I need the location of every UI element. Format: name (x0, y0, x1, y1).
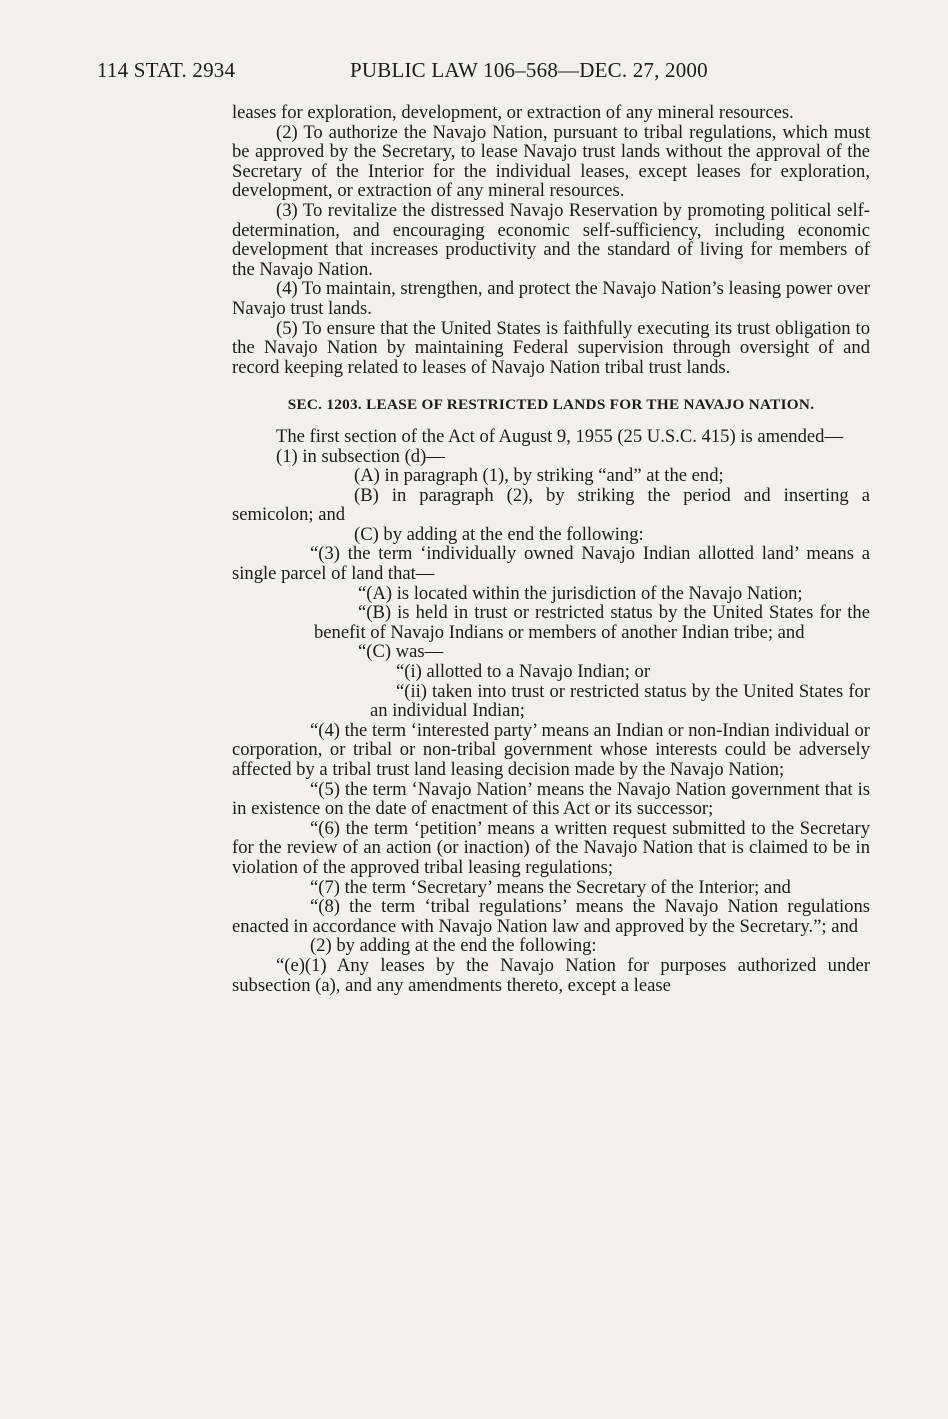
definition-3: “(3) the term ‘individually owned Navajo Indian allotted land’ means a single parcel of land that— (232, 543, 870, 585)
definition-3-c: “(C) was— (358, 641, 444, 663)
amendment-intro: The first section of the Act of August 9, 1955 (25 U.S.C. 415) is amended— (276, 425, 844, 447)
definition-3-c-i: “(i) allotted to a Navajo Indian; or (396, 661, 651, 683)
definition-4: “(4) the term ‘interested party’ means an Indian or non-Indian individual or corporation, or tribal or non-tribal government whose interests could be adversely affected by a tribal trust land leasing decision made by the Navajo Nation; (232, 719, 870, 780)
statute-page-number: 114 STAT. 2934 (97, 58, 236, 82)
paragraph-continued: leases for exploration, development, or extraction of any mineral resources. (232, 102, 794, 123)
definition-5: “(5) the term ‘Navajo Nation’ means the Navajo Nation government that is in existence on the date of enactment of this Act or its successor; (232, 778, 870, 820)
amendment-item-a: (A) in paragraph (1), by striking “and” at the end; (354, 465, 724, 487)
definition-6: “(6) the term ‘petition’ means a written request submitted to the Secretary for the review of an action (or inaction) of the Navajo Nation that is claimed to be in violation of the approved tribal leasing regulations; (232, 817, 870, 878)
public-law-citation: PUBLIC LAW 106–568—DEC. 27, 2000 (350, 58, 708, 82)
subsection-e: “(e)(1) Any leases by the Navajo Nation for purposes authorized under subsection (a), and any amendments thereto, except a lease (232, 954, 870, 996)
definition-3-b: “(B) is held in trust or restricted status by the United States for the benefit of Navajo Indians or members of another Indian tribe; and (314, 602, 870, 643)
amendment-item-1: (1) in subsection (d)— (276, 445, 445, 467)
paragraph-2: (2) To authorize the Navajo Nation, pursuant to tribal regulations, which must be approved by the Secretary, to lease Navajo trust lands without the approval of the Secretary of the Interior for the individual leases, except leases for exploration, development, or extraction of any mineral resources. (232, 121, 870, 202)
definition-7: “(7) the term ‘Secretary’ means the Secretary of the Interior; and (310, 876, 791, 898)
paragraph-5: (5) To ensure that the United States is faithfully executing its trust obligation to the Navajo Nation by maintaining Federal supervision through oversight of and record keeping related to leases of Navajo Nation tribal trust lands. (232, 317, 870, 378)
body-text (232, 103, 870, 995)
amendment-item-c: (C) by adding at the end the following: (354, 523, 644, 545)
definition-3-c-ii: “(ii) taken into trust or restricted status by the United States for an individual Indian; (370, 680, 870, 722)
paragraph-4: (4) To maintain, strengthen, and protect the Navajo Nation’s leasing power over Navajo trust lands. (232, 278, 870, 319)
definition-8: “(8) the term ‘tribal regulations’ means the Navajo Nation regulations enacted in accordance with Navajo Nation law and approved by the Secretary.”; and (232, 896, 870, 937)
amendment-item-2: (2) by adding at the end the following: (310, 935, 597, 957)
paragraph-3: (3) To revitalize the distressed Navajo Reservation by promoting political self-determination, and encouraging economic self-sufficiency, including economic development that increases productivity and the standard of living for members of the Navajo Nation. (232, 199, 870, 280)
section-heading: SEC. 1203. LEASE OF RESTRICTED LANDS FOR THE NAVAJO NATION. (287, 396, 815, 414)
page-header (97, 58, 777, 88)
amendment-item-b: (B) in paragraph (2), by striking the period and inserting a semicolon; and (232, 484, 870, 526)
definition-3-a: “(A) is located within the jurisdiction of the Navajo Nation; (358, 582, 803, 604)
